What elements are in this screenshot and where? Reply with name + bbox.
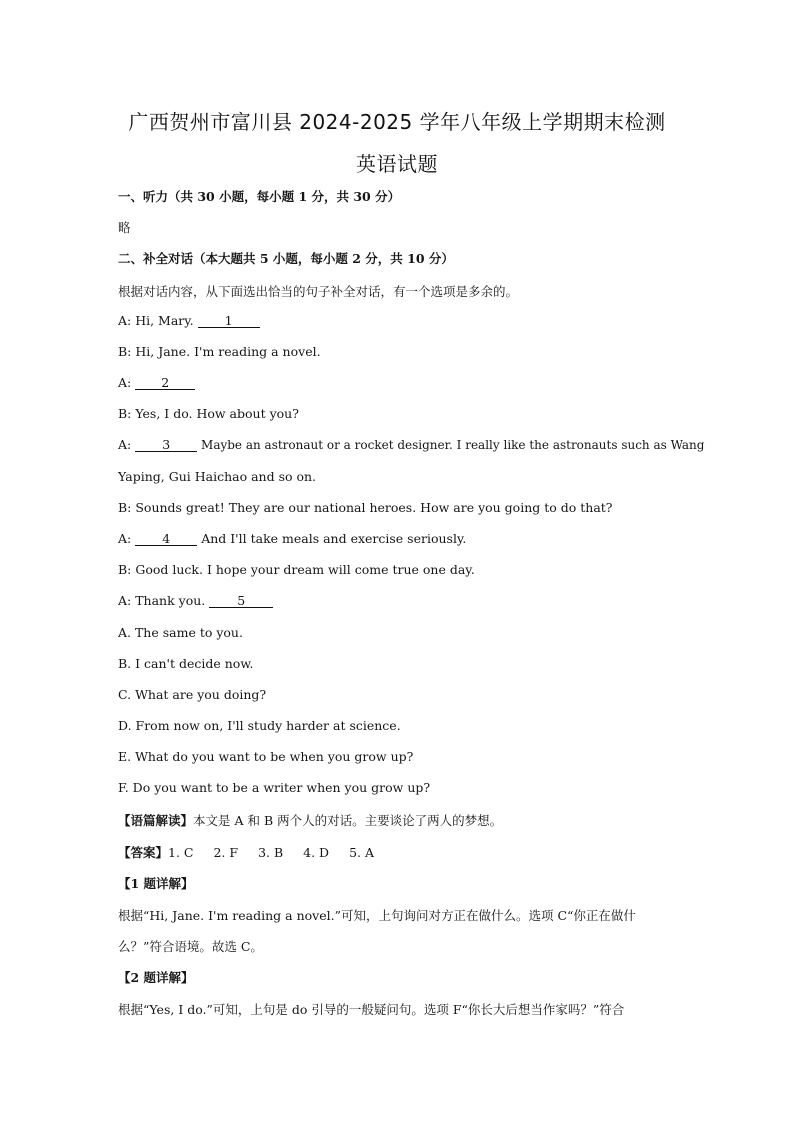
passage-analysis <box>118 811 678 829</box>
answer-item: 5. A <box>349 845 375 860</box>
analysis-text: 本文是 A 和 B 两个人的对话。主要谈论了两人的梦想。 <box>193 813 503 828</box>
answer-blank-1: 1 <box>198 314 260 328</box>
document-title: 广西贺州市富川县 2024-2025 学年八年级上学期期末检测 <box>128 110 666 134</box>
q1-explanation-line1: 根据“Hi, Jane. I'm reading a novel.”可知，上句询问对方正在做什么。选项 C“你正在做什 <box>118 908 636 923</box>
q1-label: 【1 题详解】 <box>118 876 194 891</box>
q2-label: 【2 题详解】 <box>118 970 194 985</box>
answer-blank-3: 3 <box>135 438 197 452</box>
dialogue-line-8: B: Good luck. I hope your dream will come true one day. <box>118 562 475 577</box>
answer-blank-5: 5 <box>209 594 273 608</box>
answer-item: 2. F <box>213 845 239 860</box>
dialogue-line-9 <box>118 593 678 608</box>
dialogue-line-1 <box>118 313 678 328</box>
dialogue-text: A: <box>118 531 136 546</box>
option-e: E. What do you want to be when you grow up? <box>118 749 414 764</box>
answer-label: 【答案】 <box>118 845 169 860</box>
document-subtitle: 英语试题 <box>356 152 438 176</box>
answer-blank-2: 2 <box>135 376 195 390</box>
dialogue-text: Maybe an astronaut or a rocket designer. I really like the astronauts such as Wang <box>197 438 705 452</box>
analysis-label: 【语篇解读】 <box>118 813 194 828</box>
answer-blank-4: 4 <box>135 532 197 546</box>
option-a: A. The same to you. <box>118 625 243 640</box>
section2-instruction: 根据对话内容，从下面选出恰当的句子补全对话，有一个选项是多余的。 <box>118 284 519 299</box>
dialogue-line-5 <box>118 437 705 452</box>
q1-explanation-line2: 么？”符合语境。故选 C。 <box>118 939 263 954</box>
section2-heading: 二、补全对话（本大题共 5 小题，每小题 2 分，共 10 分） <box>118 251 454 266</box>
answer-key <box>118 843 678 861</box>
dialogue-text: A: <box>118 437 136 452</box>
dialogue-line-3 <box>118 375 678 390</box>
dialogue-text: And I'll take meals and exercise seriously. <box>197 531 467 546</box>
answer-item: 4. D <box>303 845 330 860</box>
dialogue-text: A: Hi, Mary. <box>118 313 198 328</box>
dialogue-line-6: B: Sounds great! They are our national heroes. How are you going to do that? <box>118 500 613 515</box>
dialogue-line-5-cont: Yaping, Gui Haichao and so on. <box>118 469 317 484</box>
option-c: C. What are you doing? <box>118 687 267 702</box>
option-d: D. From now on, I'll study harder at science. <box>118 718 401 733</box>
dialogue-text: A: Thank you. <box>118 593 210 608</box>
option-b: B. I can't decide now. <box>118 656 254 671</box>
dialogue-line-7 <box>118 531 678 546</box>
section1-heading: 一、听力（共 30 小题，每小题 1 分，共 30 分） <box>118 189 401 204</box>
dialogue-text: A: <box>118 375 136 390</box>
option-f: F. Do you want to be a writer when you grow up? <box>118 780 431 795</box>
answer-item: 1. C <box>168 845 194 860</box>
q2-explanation-line1: 根据“Yes, I do.”可知，上句是 do 引导的一般疑问句。选项 F“你长大后想当作家吗？”符合 <box>118 1002 625 1017</box>
answer-item: 3. B <box>258 845 284 860</box>
dialogue-line-2: B: Hi, Jane. I'm reading a novel. <box>118 344 321 359</box>
section1-note: 略 <box>118 220 131 235</box>
dialogue-line-4: B: Yes, I do. How about you? <box>118 406 299 421</box>
